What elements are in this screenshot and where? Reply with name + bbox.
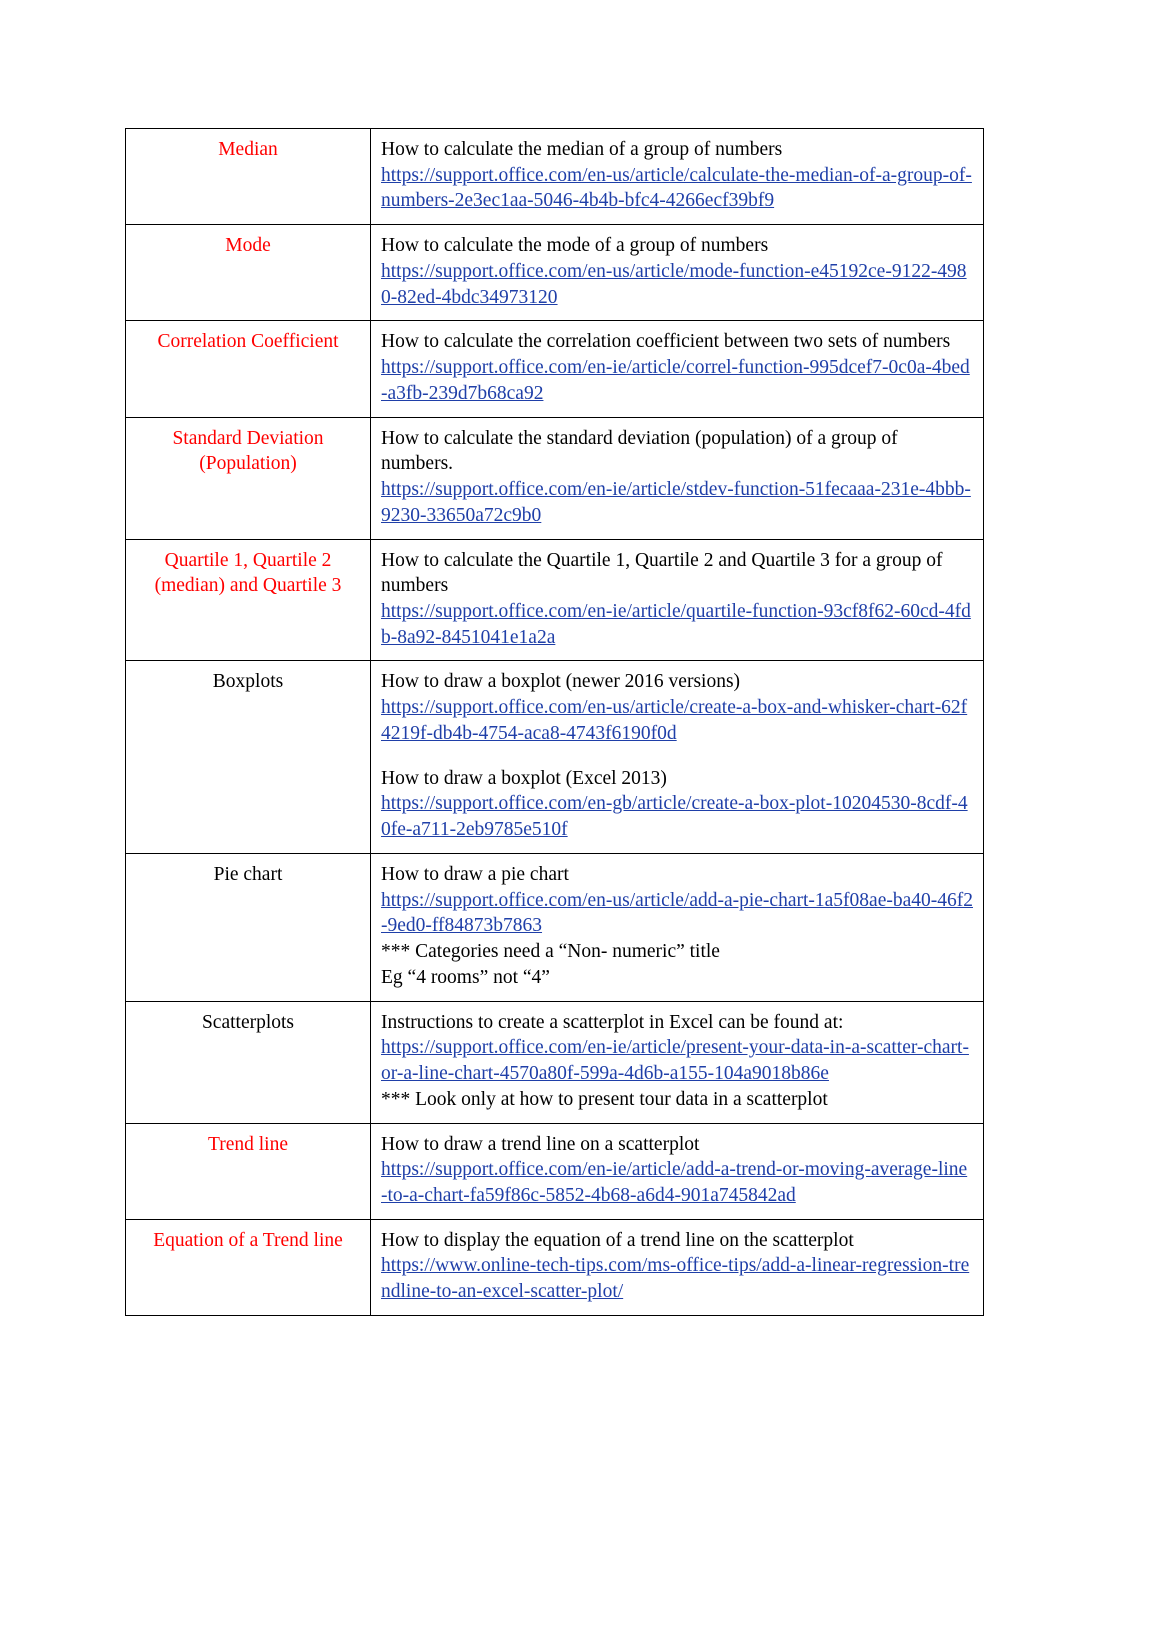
table-row xyxy=(126,1123,984,1219)
description-body xyxy=(381,669,973,842)
term-cell xyxy=(126,1123,371,1219)
instruction-text: How to display the equation of a trend line on the scatterplot xyxy=(381,1229,854,1251)
term-label: Pie chart xyxy=(213,863,283,885)
table-row xyxy=(126,225,984,321)
description-body xyxy=(381,1228,973,1305)
table-row xyxy=(126,1001,984,1123)
note-text: *** Look only at how to present tour data in a scatterplot xyxy=(381,1088,828,1110)
term-label: Boxplots xyxy=(212,671,284,693)
term-cell xyxy=(126,129,371,225)
help-link[interactable]: https://support.office.com/en-us/article/mode-function-e45192ce-9122-4980-82ed-4bdc34973120 xyxy=(381,260,967,308)
term-label: Quartile 1, Quartile 2 (median) and Quartile 3 xyxy=(154,549,342,596)
instruction-text: How to draw a boxplot (Excel 2013) xyxy=(381,767,667,789)
description-body xyxy=(381,548,973,651)
help-link[interactable]: https://support.office.com/en-gb/article/create-a-box-plot-10204530-8cdf-40fe-a711-2eb9785e510f xyxy=(381,793,968,841)
note-text: Eg “4 rooms” not “4” xyxy=(381,966,550,988)
description-body xyxy=(381,137,973,214)
instruction-text: How to calculate the Quartile 1, Quartile 2 and Quartile 3 for a group of numbers xyxy=(381,549,943,597)
table-row xyxy=(126,853,984,1001)
description-cell xyxy=(371,1219,984,1315)
note-text: *** Categories need a “Non- numeric” title xyxy=(381,941,720,963)
help-link[interactable]: https://www.online-tech-tips.com/ms-office-tips/add-a-linear-regression-trendline-to-an-excel-scatter-plot/ xyxy=(381,1255,970,1303)
term-label: Standard Deviation (Population) xyxy=(172,427,324,474)
term-label: Trend line xyxy=(208,1133,288,1155)
term-cell xyxy=(126,1219,371,1315)
help-links-table xyxy=(125,128,984,1316)
description-cell xyxy=(371,539,984,661)
help-link[interactable]: https://support.office.com/en-ie/article/quartile-function-93cf8f62-60cd-4fdb-8a92-8451041e1a2a xyxy=(381,601,971,648)
term-label: Median xyxy=(218,139,278,160)
description-body xyxy=(381,329,973,406)
description-body xyxy=(381,1010,973,1113)
description-cell xyxy=(371,1123,984,1219)
description-cell xyxy=(371,321,984,417)
table-row xyxy=(126,417,984,539)
table-row xyxy=(126,321,984,417)
description-cell xyxy=(371,661,984,853)
spacer xyxy=(381,747,973,766)
help-link[interactable]: https://support.office.com/en-us/article/add-a-pie-chart-1a5f08ae-ba40-46f2-9ed0-ff84873b7863 xyxy=(381,889,973,937)
instruction-text: How to draw a boxplot (newer 2016 versions) xyxy=(381,671,741,693)
help-link[interactable]: https://support.office.com/en-ie/article/stdev-function-51fecaaa-231e-4bbb-9230-33650a72c9b0 xyxy=(381,479,971,526)
term-label: Scatterplots xyxy=(201,1011,295,1033)
description-cell xyxy=(371,853,984,1001)
instruction-text: How to calculate the correlation coefficient between two sets of numbers xyxy=(381,331,951,353)
instruction-text: How to draw a pie chart xyxy=(381,863,569,885)
instruction-text: How to calculate the median of a group of numbers xyxy=(381,139,783,160)
term-label: Mode xyxy=(225,235,271,257)
table-row xyxy=(126,539,984,661)
term-cell xyxy=(126,321,371,417)
table-body xyxy=(126,129,984,1316)
instruction-text: How to calculate the mode of a group of numbers xyxy=(381,235,769,257)
description-body xyxy=(381,1132,973,1209)
term-cell xyxy=(126,853,371,1001)
term-cell xyxy=(126,225,371,321)
term-cell xyxy=(126,1001,371,1123)
term-cell xyxy=(126,661,371,853)
term-cell xyxy=(126,539,371,661)
help-link[interactable]: https://support.office.com/en-ie/article/correl-function-995dcef7-0c0a-4bed-a3fb-239d7b68ca92 xyxy=(381,357,970,404)
instruction-text: How to draw a trend line on a scatterplot xyxy=(381,1133,700,1155)
description-cell xyxy=(371,129,984,225)
instruction-text: How to calculate the standard deviation (population) of a group of numbers. xyxy=(381,427,898,475)
help-link[interactable]: https://support.office.com/en-us/article/calculate-the-median-of-a-group-of-numbers-2e3ec1aa-5046-4b4b-bfc4-4266ecf39bf9 xyxy=(381,164,972,212)
table-row xyxy=(126,1219,984,1315)
description-cell xyxy=(371,1001,984,1123)
instruction-text: Instructions to create a scatterplot in Excel can be found at: xyxy=(381,1011,844,1033)
description-cell xyxy=(371,417,984,539)
term-label: Equation of a Trend line xyxy=(153,1229,343,1251)
help-link[interactable]: https://support.office.com/en-ie/article/add-a-trend-or-moving-average-line-to-a-chart-fa59f86c-5852-4b68-a6d4-901a745842ad xyxy=(381,1159,968,1206)
description-body xyxy=(381,426,973,529)
description-body xyxy=(381,862,973,991)
description-body xyxy=(381,233,973,310)
help-link[interactable]: https://support.office.com/en-us/article/create-a-box-and-whisker-chart-62f4219f-db4b-4754-aca8-4743f6190f0d xyxy=(381,697,968,744)
term-cell xyxy=(126,417,371,539)
table-row xyxy=(126,129,984,225)
table-row xyxy=(126,661,984,853)
description-cell xyxy=(371,225,984,321)
help-link[interactable]: https://support.office.com/en-ie/article/present-your-data-in-a-scatter-chart-or-a-line-chart-4570a80f-599a-4d6b-a155-104a9018b86e xyxy=(381,1037,969,1085)
term-label: Correlation Coefficient xyxy=(157,331,339,353)
